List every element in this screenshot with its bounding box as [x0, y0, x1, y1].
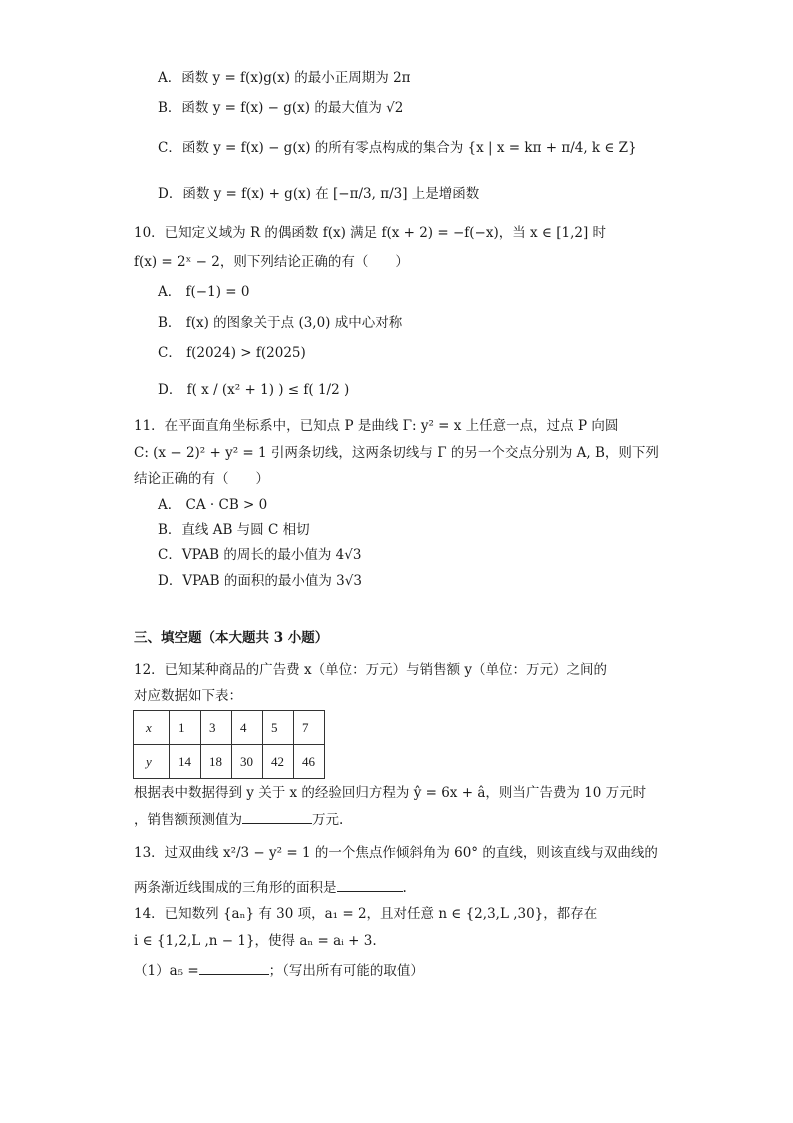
q10-option-a: A． f(−1) = 0 [158, 284, 250, 300]
table-cell: 7 [294, 711, 325, 745]
q10-option-d: D． f( x / (x² + 1) ) ≤ f( 1/2 ) [158, 382, 350, 398]
q11-stem-line1: 11．在平面直角坐标系中，已知点 P 是曲线 Γ: y² = x 上任意一点，过点 P 向圆 [134, 418, 619, 434]
q12-after-text-a: ，销售额预测值为 [134, 812, 242, 828]
q13-stem-line2 [134, 876, 407, 898]
q12-answer-blank[interactable] [242, 808, 312, 824]
q9-option-d: D．函数 y = f(x) + g(x) 在 [−π/3, π/3] 上是增函数 [158, 186, 480, 202]
q11-option-b: B．直线 AB 与圆 C 相切 [158, 522, 310, 538]
q11-stem-line2: C: (x − 2)² + y² = 1 引两条切线，这两条切线与 Γ 的另一个交点分别为 A, B，则下列 [134, 445, 659, 461]
table-row [134, 711, 325, 745]
q11-option-c: C．VPAB 的周长的最小值为 4√3 [158, 547, 362, 563]
q9-option-b: B．函数 y = f(x) − g(x) 的最大值为 √2 [158, 100, 404, 116]
table-cell-x-label: x [134, 711, 170, 745]
table-cell: 3 [201, 711, 232, 745]
q10-option-b: B． f(x) 的图象关于点 (3,0) 成中心对称 [158, 315, 403, 331]
table-cell: 30 [232, 745, 263, 779]
table-cell: 46 [294, 745, 325, 779]
q12-after-line2 [134, 808, 343, 830]
section-title: 三、填空题（本大题共 3 小题） [134, 630, 329, 646]
q13-text-b: . [402, 880, 407, 896]
q12-after-line1: 根据表中数据得到 y 关于 x 的经验回归方程为 ŷ = 6x + â，则当广告费为 10 万元时 [134, 785, 647, 801]
q11-stem-line3: 结论正确的有（ ） [134, 471, 269, 487]
table-cell: 14 [170, 745, 201, 779]
q13-stem-line1: 13．过双曲线 x²/3 − y² = 1 的一个焦点作倾斜角为 60° 的直线，则该直线与双曲线的 [134, 845, 658, 861]
q10-option-c: C． f(2024) > f(2025) [158, 345, 306, 361]
q14-part1 [134, 959, 424, 981]
table-cell: 4 [232, 711, 263, 745]
q11-option-d: D．VPAB 的面积的最小值为 3√3 [158, 573, 362, 589]
table-cell: 18 [201, 745, 232, 779]
q10-stem-line2: f(x) = 2ˣ − 2，则下列结论正确的有（ ） [134, 254, 409, 270]
table-cell: 5 [263, 711, 294, 745]
q14-stem-line1: 14．已知数列 {aₙ} 有 30 项，a₁ = 2，且对任意 n ∈ {2,3,L ,30}，都存在 [134, 906, 598, 922]
table-row [134, 745, 325, 779]
q14-part1-text-b: ；（写出所有可能的取值） [268, 963, 424, 979]
q14-answer-blank[interactable] [199, 959, 269, 975]
q13-text-a: 两条渐近线围成的三角形的面积是 [134, 880, 337, 896]
q13-answer-blank[interactable] [337, 876, 403, 892]
data-table [133, 710, 325, 779]
q9-option-a: A．函数 y = f(x)g(x) 的最小正周期为 2π [158, 70, 411, 86]
q10-stem-line1: 10．已知定义域为 R 的偶函数 f(x) 满足 f(x + 2) = −f(−x)，当 x ∈ [1,2] 时 [134, 225, 607, 241]
table-cell: 1 [170, 711, 201, 745]
table-cell: 42 [263, 745, 294, 779]
table-cell-y-label: y [134, 745, 170, 779]
q12-stem-line2: 对应数据如下表： [134, 688, 242, 704]
q11-option-a: A． CA · CB > 0 [158, 497, 268, 513]
q12-after-text-b: 万元. [312, 812, 344, 828]
q14-part1-text-a: （1）a₅ = [134, 963, 199, 979]
q14-stem-line2: i ∈ {1,2,L ,n − 1}，使得 aₙ = aᵢ + 3. [134, 933, 377, 949]
q12-stem-line1: 12．已知某种商品的广告费 x（单位：万元）与销售额 y（单位：万元）之间的 [134, 662, 607, 678]
q9-option-c: C．函数 y = f(x) − g(x) 的所有零点构成的集合为 {x | x = kπ + π/4, k ∈ Z} [158, 140, 637, 156]
